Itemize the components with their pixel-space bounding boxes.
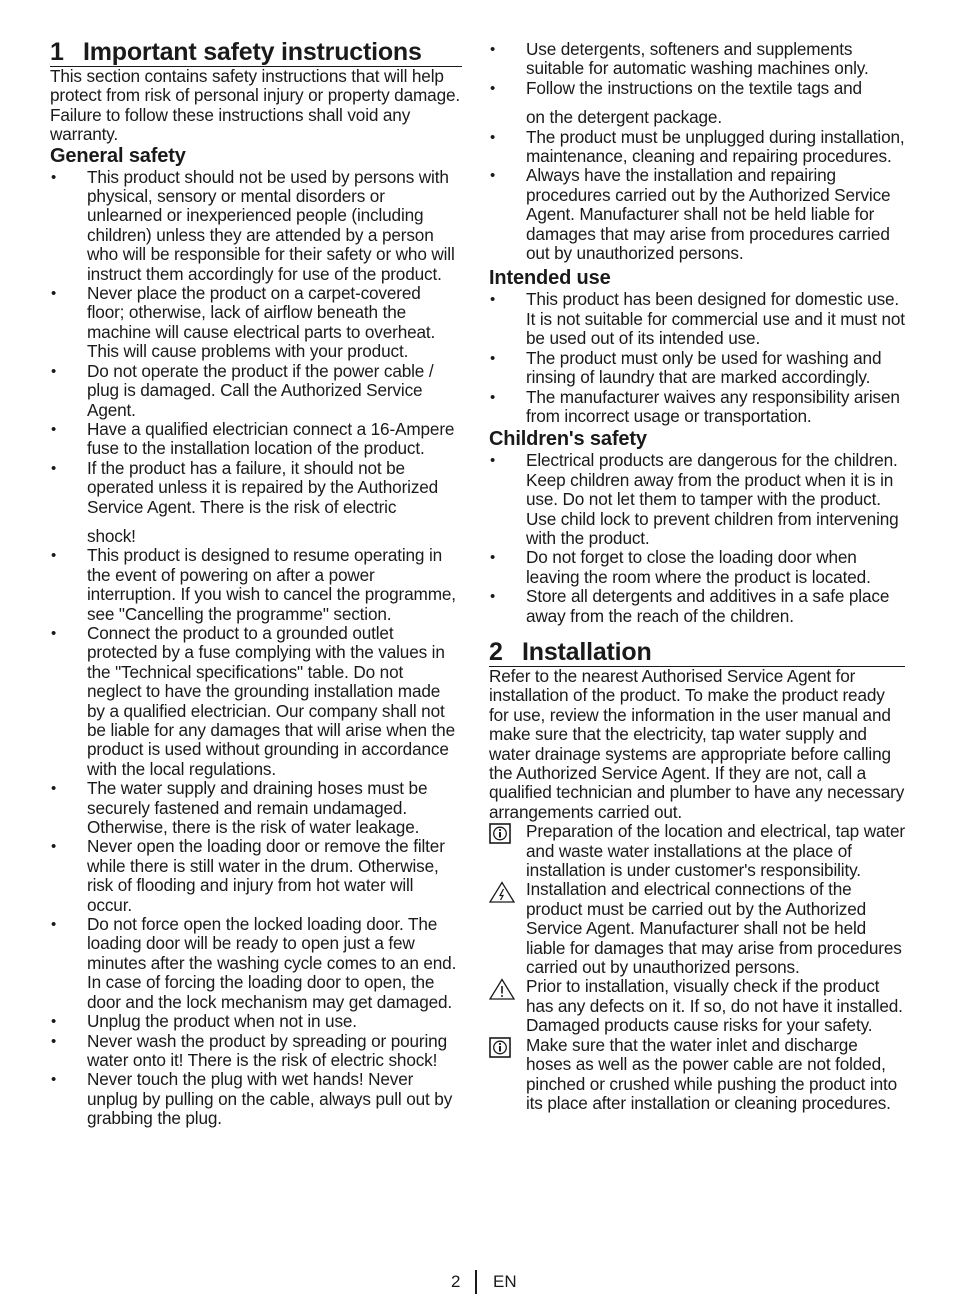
footer-divider (475, 1270, 477, 1294)
notice-info: Preparation of the location and electrical, tap water and waste water installations at the place of installation is under customer's responsibility. (489, 822, 905, 880)
list-item: • Connect the product to a grounded outlet protected by a fuse complying with the values in the "Technical specifications" table. Do not neglect to have the grounding installation made by a qualified electrician. Our company shall not be liable for any damages that will arise when the product is used without grounding in accordance with the local regulations. (50, 624, 462, 779)
list-item: • This product has been designed for domestic use. It is not suitable for commercial use and it must not be used out of its intended use. (489, 290, 905, 348)
list-item: • This product should not be used by persons with physical, sensory or mental disorders or unlearned or inexperienced people (including children) unless they are attended by a person who will be responsible for their safety or who will instruct them accordingly for use of the product. (50, 168, 462, 284)
list-item: • The water supply and draining hoses must be securely fastened and remain undamaged. Otherwise, there is the risk of water leakage. (50, 779, 462, 837)
page-number: 2 (451, 1272, 461, 1291)
list-item: • Never open the loading door or remove the filter while there is still water in the drum. Otherwise, risk of flooding and injury from hot water will occur. (50, 837, 462, 915)
section-2-heading (489, 638, 905, 667)
section-2-title: Installation (522, 637, 652, 666)
notice-warning: Installation and electrical connections of the product must be carried out by the Authorized Service Agent. Manufacturer shall not be held liable for damages that may arise from procedures carried out by unauthorized persons. (489, 880, 905, 977)
list-item: • Store all detergents and additives in a safe place away from the reach of the children. (489, 587, 905, 626)
info-icon (489, 823, 515, 845)
general-safety-list-continued (489, 40, 905, 263)
list-item: • Unplug the product when not in use. (50, 1012, 462, 1031)
right-column (489, 40, 905, 1113)
list-item: • Never place the product on a carpet-covered floor; otherwise, lack of airflow beneath the machine will cause electrical parts to overheat. This will cause problems with your product. (50, 284, 462, 362)
general-safety-list (50, 168, 462, 1129)
list-item-continuation: shock! (87, 525, 136, 546)
section-2-number: 2 (489, 637, 503, 666)
language-code: EN (493, 1272, 517, 1291)
list-item: • Have a qualified electrician connect a 16-Ampere fuse to the installation location of the product. (50, 420, 462, 459)
list-item: • Use detergents, softeners and supplements suitable for automatic washing machines only. (489, 40, 905, 79)
list-item: • Always have the installation and repairing procedures carried out by the Authorized Service Agent. Manufacturer shall not be held liable for damages that may arise from procedures carried out by unauthorized persons. (489, 166, 905, 263)
warning-icon (489, 978, 515, 1000)
list-item-continuation: on the detergent package. (526, 107, 722, 128)
info-icon (489, 1037, 515, 1059)
list-item: • Do not forget to close the loading door when leaving the room where the product is located. (489, 548, 905, 587)
list-item: • Do not operate the product if the power cable / plug is damaged. Call the Authorized Service Agent. (50, 362, 462, 420)
list-item: • The product must be unplugged during installation, maintenance, cleaning and repairing procedures. (489, 128, 905, 167)
childrens-safety-heading: Children's safety (489, 428, 647, 451)
list-item: • The product must only be used for washing and rinsing of laundry that are marked accordingly. (489, 349, 905, 388)
list-item: • Follow the instructions on the textile tags and on the detergent package. (489, 79, 905, 128)
intended-use-heading: Intended use (489, 267, 611, 290)
notice-info: Make sure that the water inlet and discharge hoses as well as the power cable are not folded, pinched or crushed while pushing the product into its place after installation or cleaning procedures. (489, 1036, 905, 1114)
list-item: • Never wash the product by spreading or pouring water onto it! There is the risk of electric shock! (50, 1032, 462, 1071)
left-column (50, 38, 462, 1129)
list-item: • This product is designed to resume operating in the event of powering on after a power interruption. If you wish to cancel the programme, see "Cancelling the programme" section. (50, 546, 462, 624)
notice-warning: Prior to installation, visually check if the product has any defects on it. If so, do not have it installed. Damaged products cause risks for your safety. (489, 977, 905, 1035)
intended-use-list (489, 290, 905, 426)
section-1-title: Important safety instructions (83, 38, 422, 66)
section-1-heading (50, 38, 462, 67)
list-item: • The manufacturer waives any responsibility arisen from incorrect usage or transportation. (489, 388, 905, 427)
childrens-safety-list (489, 451, 905, 626)
list-item: • If the product has a failure, it should not be operated unless it is repaired by the Authorized Service Agent. There is the risk of electric shock! (50, 459, 462, 547)
section-2-intro: Refer to the nearest Authorised Service Agent for installation of the product. To make the product ready for use, review the information in the user manual and make sure that the electricity, tap water supply and water drainage systems are appropriate before calling the Authorized Service Agent. If they are not, call a qualified technician and plumber to have any necessary arrangements carried out. (489, 665, 905, 822)
list-item: • Electrical products are dangerous for the children. Keep children away from the product when it is in use. Do not let them to tamper with the product. Use child lock to prevent children from intervening with the product. (489, 451, 905, 548)
list-item: • Do not force open the locked loading door. The loading door will be ready to open just a few minutes after the washing cycle comes to an end. In case of forcing the loading door to open, the door and the lock mechanism may get damaged. (50, 915, 462, 1012)
general-safety-heading: General safety (50, 144, 186, 167)
warning-icon (489, 881, 515, 903)
page-footer (0, 1270, 954, 1294)
section-1-intro: This section contains safety instructions that will help protect from risk of personal injury or property damage. Failure to follow these instructions shall void any warranty. (50, 66, 461, 145)
list-item: • Never touch the plug with wet hands! Never unplug by pulling on the cable, always pull out by grabbing the plug. (50, 1070, 462, 1128)
section-1-number: 1 (50, 38, 64, 66)
